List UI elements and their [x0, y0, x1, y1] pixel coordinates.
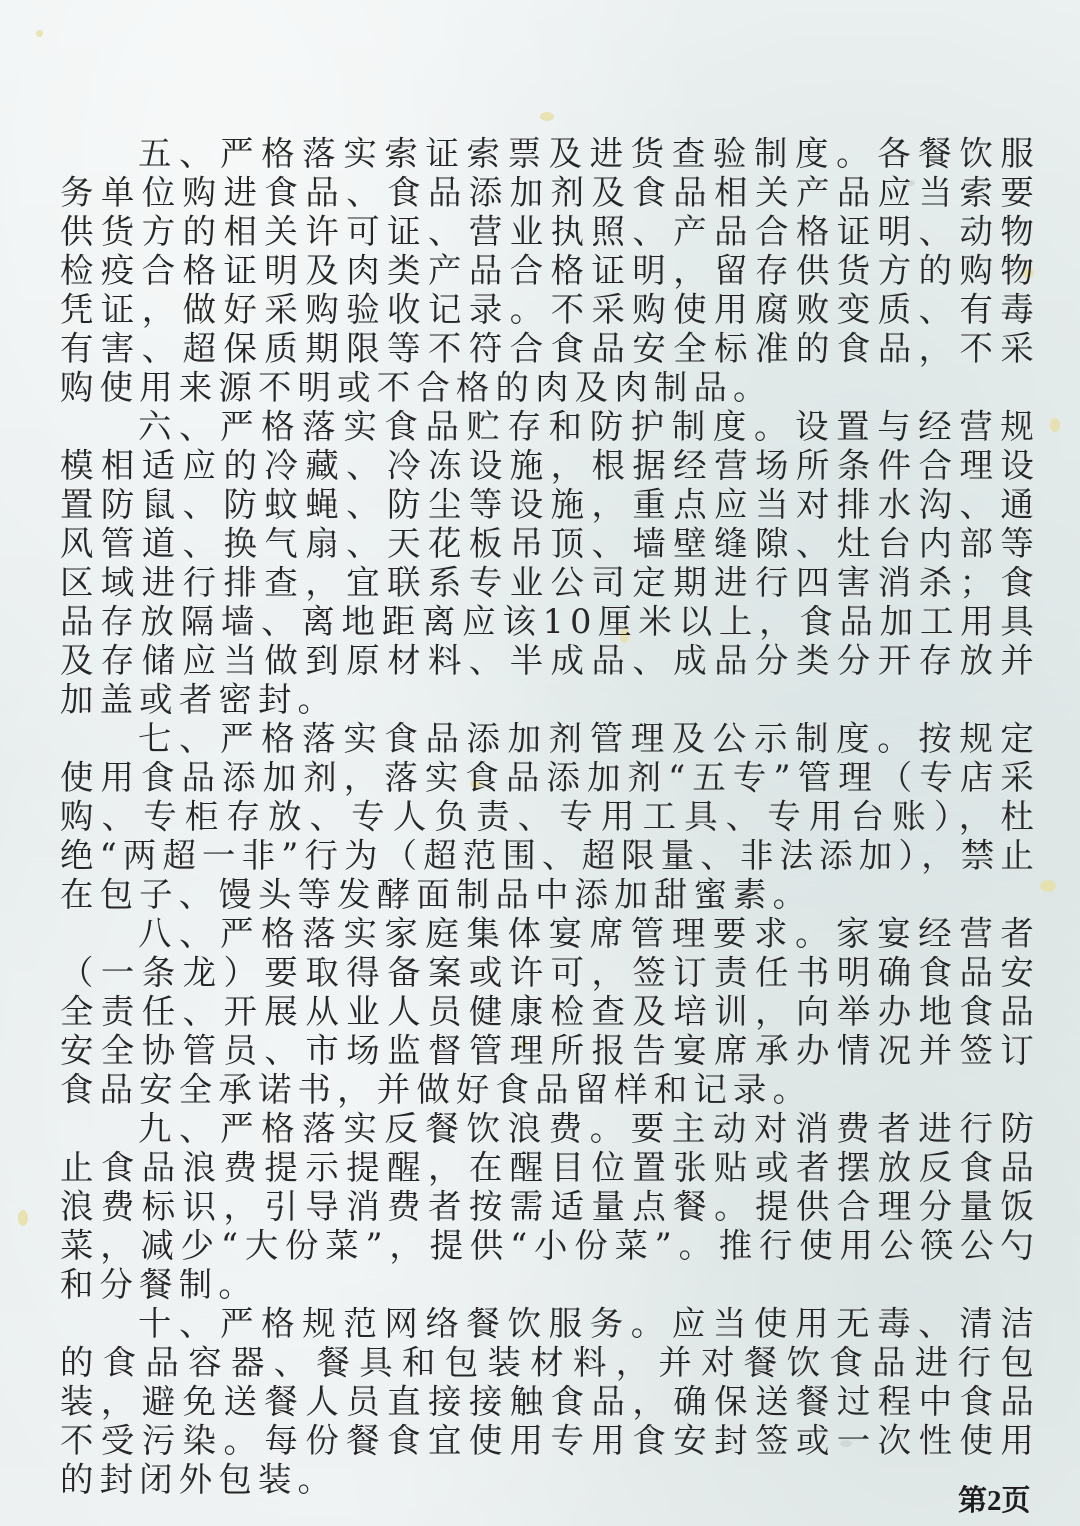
paragraph-7: 七、严格落实食品添加剂管理及公示制度。按规定使用食品添加剂，落实食品添加剂“五专”管理（专店采购、专柜存放、专人负责、专用工具、专用台账），杜绝“两超一非”行为（超范围、超限量、非法添加），禁止在包子、馒头等发酵面制品中添加甜蜜素。: [60, 719, 1041, 914]
paragraph-6: 六、严格落实食品贮存和防护制度。设置与经营规模相适应的冷藏、冷冻设施，根据经营场所条件合理设置防鼠、防蚊蝇、防尘等设施，重点应当对排水沟、通风管道、换气扇、天花板吊顶、墙壁缝隙、灶台内部等区域进行排查，宜联系专业公司定期进行四害消杀；食品存放隔墙、离地距离应该10厘米以上，食品加工用具及存储应当做到原材料、半成品、成品分类分开存放并加盖或者密封。: [60, 407, 1040, 719]
page-number: 第2页: [958, 1485, 1031, 1517]
paper-fleck: [1050, 418, 1060, 432]
paragraph-10: 十、严格规范网络餐饮服务。应当使用无毒、清洁的食品容器、餐具和包装材料，并对餐饮食品进行包装，避免送餐人员直接接触食品，确保送餐过程中食品不受污染。每份餐食宜使用专用食安封签或一次性使用的封闭外包装。: [60, 1304, 1040, 1499]
paper-fleck: [18, 1210, 28, 1226]
paragraph-5: 五、严格落实索证索票及进货查验制度。各餐饮服务单位购进食品、食品添加剂及食品相关产品应当索要供货方的相关许可证、营业执照、产品合格证明、动物检疫合格证明及肉类产品合格证明，留存供货方的购物凭证，做好采购验收记录。不采购使用腐败变质、有毒有害、超保质期限等不符合食品安全标准的食品，不采购使用来源不明或不合格的肉及肉制品。: [60, 134, 1040, 407]
paragraph-8: 八、严格落实家庭集体宴席管理要求。家宴经营者（一条龙）要取得备案或许可，签订责任书明确食品安全责任、开展从业人员健康检查及培训，向举办地食品安全协管员、市场监督管理所报告宴席承办情况并签订食品安全承诺书，并做好食品留样和记录。: [60, 914, 1040, 1109]
paper-fleck: [540, 112, 554, 121]
document-body: [60, 134, 1040, 1499]
paper-fleck: [36, 30, 43, 37]
paper-fleck: [1040, 880, 1056, 892]
paragraph-9: 九、严格落实反餐饮浪费。要主动对消费者进行防止食品浪费提示提醒，在醒目位置张贴或者摆放反食品浪费标识，引导消费者按需适量点餐。提供合理分量饭菜，减少“大份菜”，提供“小份菜”。推行使用公筷公勺和分餐制。: [60, 1109, 1040, 1304]
